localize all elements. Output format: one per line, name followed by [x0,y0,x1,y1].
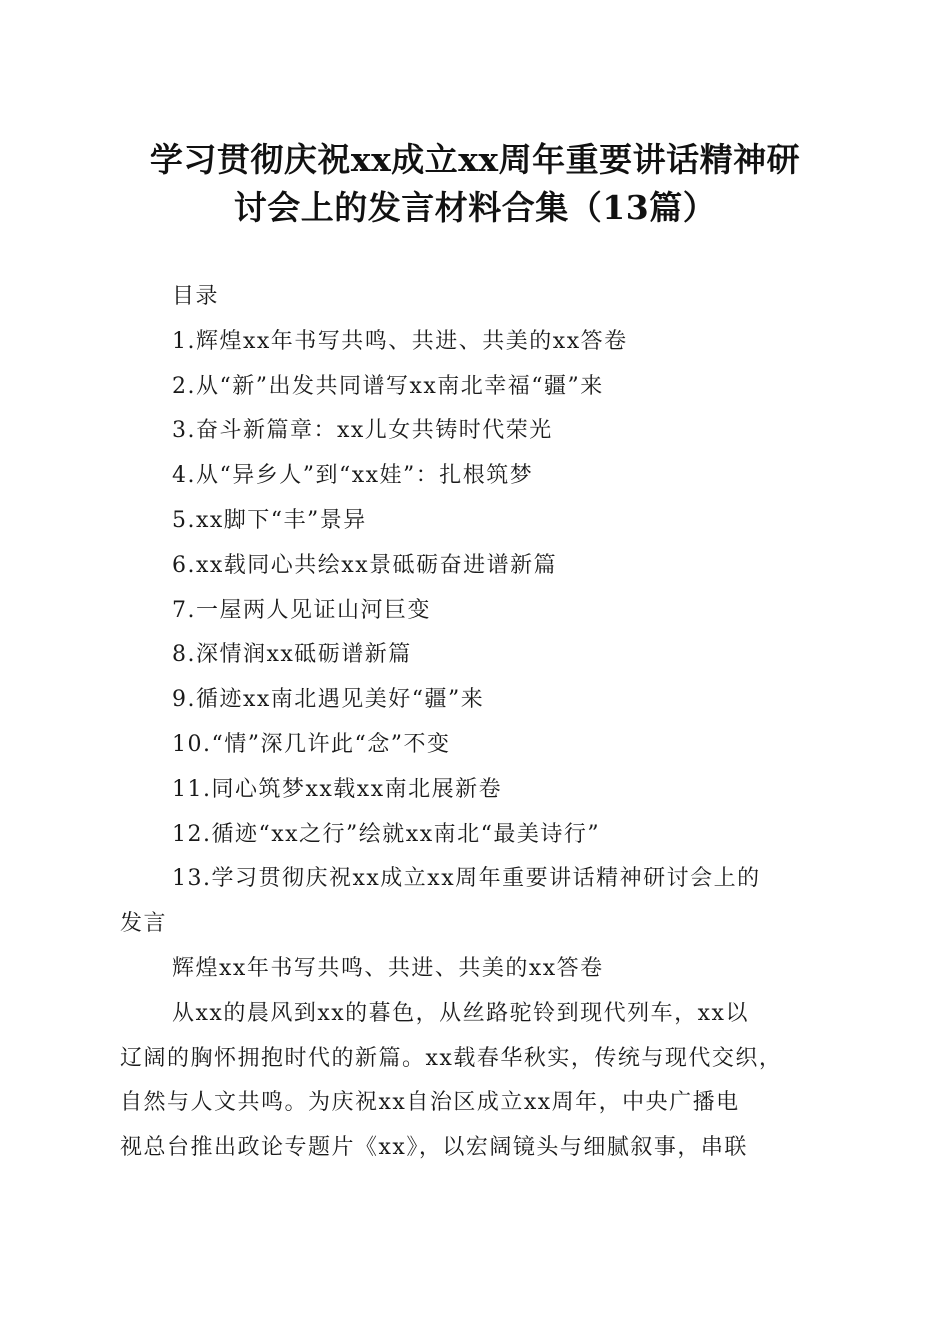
paragraph-line: 自然与人文共鸣。为庆祝xx自治区成立xx周年，中央广播电 [120,1090,740,1116]
toc-item-last-line-1: 13.学习贯彻庆祝xx成立xx周年重要讲话精神研讨会上的 [172,866,761,892]
toc-item: 5.xx脚下“丰”景异 [172,507,367,533]
toc-item: 1.辉煌xx年书写共鸣、共进、共美的xx答卷 [172,328,628,354]
toc-item: 10.“情”深几许此“念”不变 [172,731,451,757]
toc-item: 11.同心筑梦xx载xx南北展新卷 [172,776,503,802]
title-line-1: 学习贯彻庆祝xx成立xx周年重要讲话精神研 [149,140,801,179]
paragraph-line: 从xx的晨风到xx的暮色，从丝路驼铃到现代列车，xx以 [172,1000,749,1026]
document-body [120,275,832,1171]
section-heading: 辉煌xx年书写共鸣、共进、共美的xx答卷 [172,955,604,981]
paragraph-line: 辽阔的胸怀拥抱时代的新篇。xx载春华秋实，传统与现代交织， [120,1045,783,1071]
paragraph-line: 视总台推出政论专题片《xx》，以宏阔镜头与细腻叙事，串联 [120,1135,748,1161]
toc-item: 3.奋斗新篇章：xx儿女共铸时代荣光 [172,418,553,444]
toc-item: 7.一屋两人见证山河巨变 [172,597,431,623]
toc-item: 12.循迹“xx之行”绘就xx南北“最美诗行” [172,821,601,847]
toc-item-last-line-2: 发言 [120,911,168,937]
toc-item: 9.循迹xx南北遇见美好“疆”来 [172,687,485,713]
document-title [100,136,850,232]
toc-item: 8.深情润xx砥砺谱新篇 [172,642,412,668]
toc-item: 4.从“异乡人”到“xx娃”：扎根筑梦 [172,463,534,489]
toc-item: 6.xx载同心共绘xx景砥砺奋进谱新篇 [172,552,558,578]
toc-heading: 目录 [172,284,220,309]
title-line-2: 讨会上的发言材料合集（13篇） [233,188,717,227]
toc-item: 2.从“新”出发共同谱写xx南北幸福“疆”来 [172,373,604,399]
